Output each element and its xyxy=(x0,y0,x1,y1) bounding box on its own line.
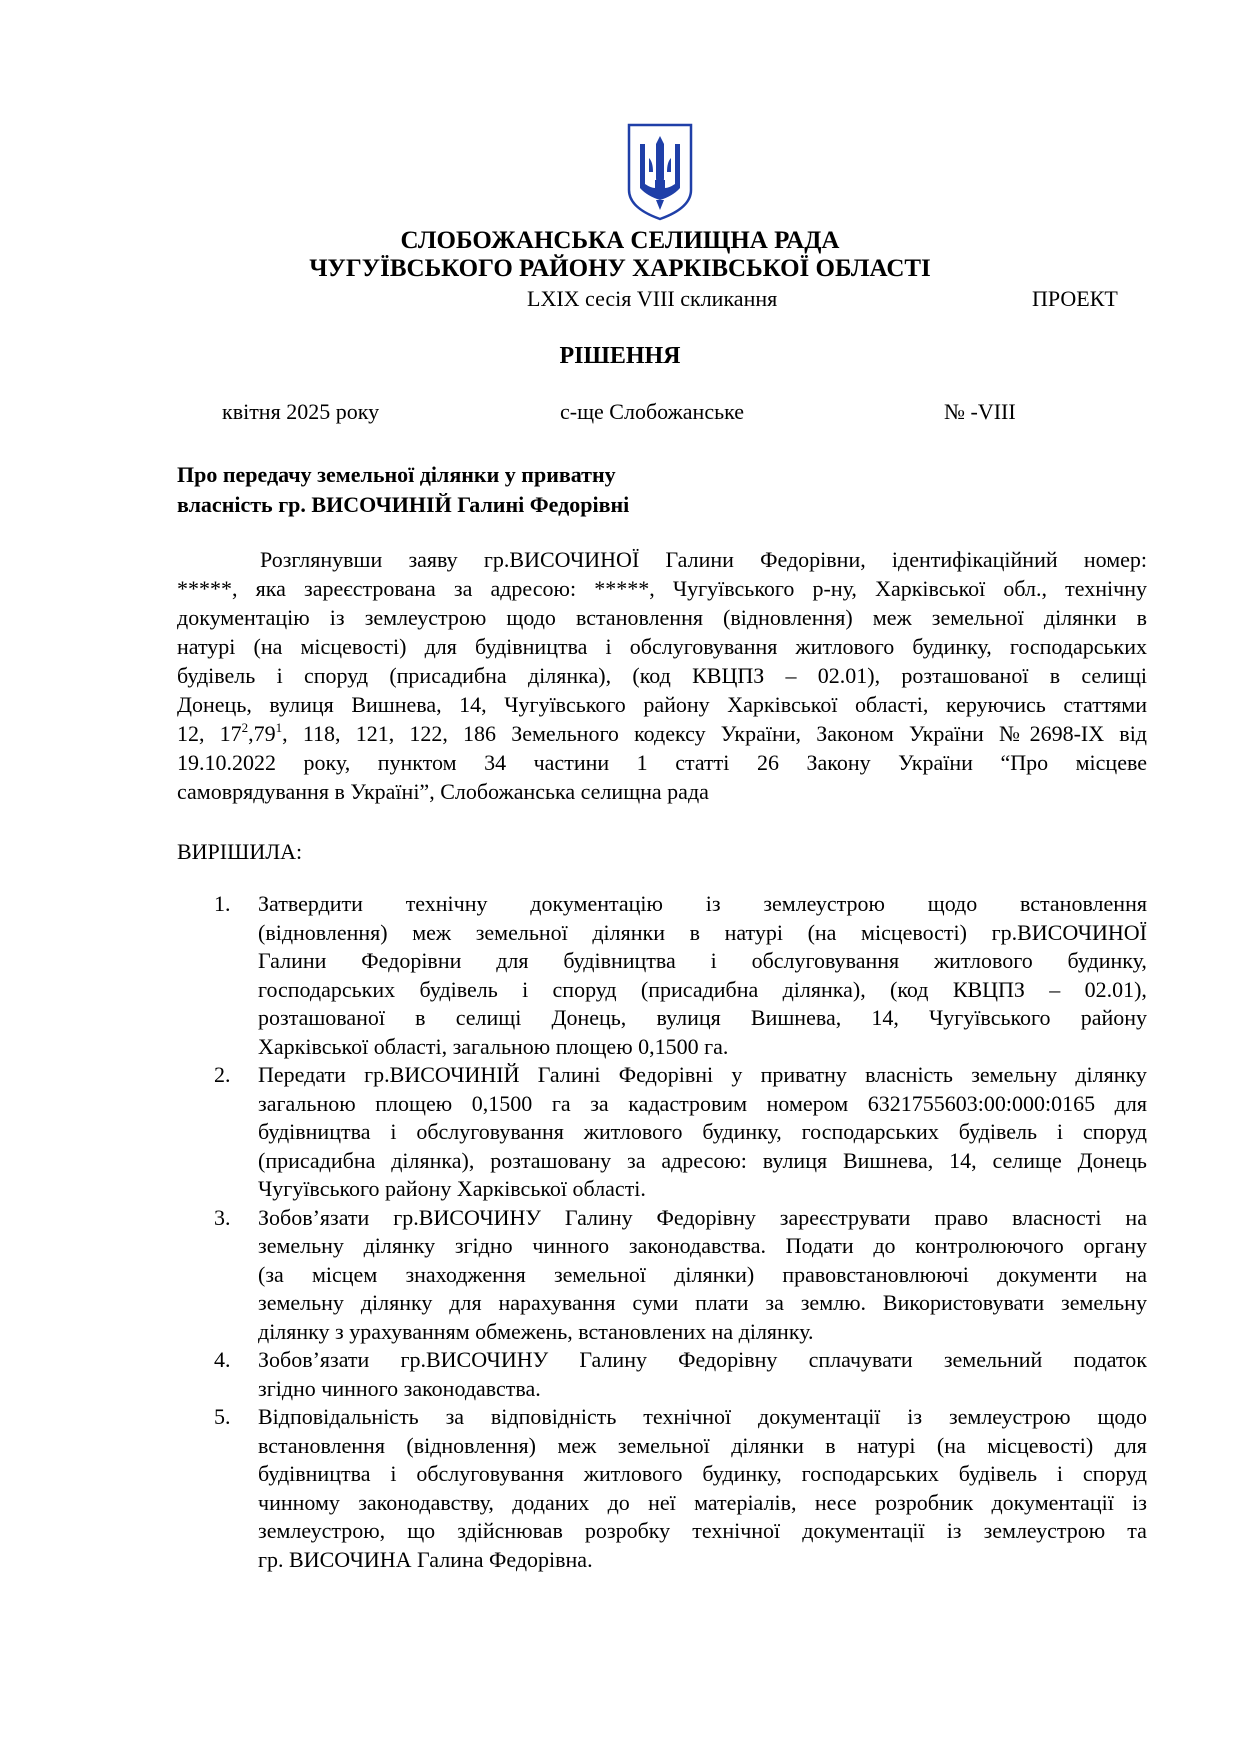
word: землю. xyxy=(800,1290,867,1315)
word: загальною xyxy=(258,1090,356,1116)
word: земельну xyxy=(258,1290,344,1315)
district-name: ЧУГУЇВСЬКОГО РАЙОНУ ХАРКІВСЬКОЇ ОБЛАСТІ xyxy=(309,255,931,282)
word: (за xyxy=(258,1261,284,1287)
word: гр.ВИСОЧИНІЙ xyxy=(364,1062,520,1087)
item-number: 3. xyxy=(214,1204,231,1230)
word: неї xyxy=(648,1489,676,1515)
word: адресою: xyxy=(661,1147,747,1173)
word: за xyxy=(590,1090,609,1116)
preamble-line: документацію із землеустрою щодо встановлення (відновлення) меж земельної ділянки в xyxy=(177,605,1147,630)
word: в xyxy=(689,919,700,945)
decision-subject xyxy=(177,460,629,520)
preamble-line: Розглянувши заяву гр.ВИСОЧИНОЇ Галини Федорівни, ідентифікаційний номер: xyxy=(260,547,1147,572)
item-line: Чугуївського району Харківської області. xyxy=(258,1176,646,1201)
word: розташованої xyxy=(258,1005,386,1030)
decision-date: квітня 2025 року xyxy=(222,399,380,424)
coat-of-arms-icon xyxy=(625,122,695,222)
item-text xyxy=(258,890,1147,1061)
word: із xyxy=(705,891,721,916)
word: Галині xyxy=(537,1062,601,1087)
item-line xyxy=(258,1403,1147,1432)
item-number: 2. xyxy=(214,1062,231,1087)
item-line xyxy=(258,1346,1147,1375)
word: будівель xyxy=(958,1461,1038,1486)
item-line xyxy=(258,1118,1147,1147)
item-text xyxy=(258,1403,1147,1574)
item-text xyxy=(258,1204,1147,1347)
word: 14, xyxy=(871,1005,899,1030)
preamble-line xyxy=(177,719,1147,748)
superscript: 2 xyxy=(241,720,249,735)
decision-item xyxy=(177,890,1147,1061)
word: господарських xyxy=(801,1119,939,1144)
word: обслуговування xyxy=(416,1119,564,1144)
item-line xyxy=(258,1261,1147,1290)
word: здійснював xyxy=(457,1518,563,1543)
word: Федорівні xyxy=(618,1062,714,1087)
word: Галину xyxy=(579,1347,647,1372)
word: Вишнева, xyxy=(750,1005,842,1030)
word: і xyxy=(1056,1119,1064,1144)
preamble-line: будівель і споруд (присадибна ділянка), (код КВЦПЗ – 02.01), розташованої в селищі xyxy=(177,663,1147,688)
word: до xyxy=(873,1233,896,1258)
word: суми xyxy=(632,1290,679,1315)
word: (на xyxy=(807,919,837,945)
word: 02.01), xyxy=(1084,976,1147,1002)
word: знаходження xyxy=(405,1261,526,1287)
word: номером xyxy=(766,1090,849,1116)
word: Федорівну xyxy=(678,1347,778,1372)
word: КВЦПЗ xyxy=(952,976,1025,1002)
decision-title: РІШЕННЯ xyxy=(559,343,681,369)
word: будівництва xyxy=(258,1119,371,1144)
word: і xyxy=(390,1119,397,1144)
word: та xyxy=(1127,1518,1147,1543)
superscript: 1 xyxy=(275,720,283,735)
item-line xyxy=(258,1090,1147,1119)
word: Затвердити xyxy=(258,891,363,916)
word: (відновлення) xyxy=(258,919,388,945)
word: місцевості) xyxy=(861,919,967,945)
preamble-line: 19.10.2022 року, пунктом 34 частини 1 статті 26 Закону України “Про місцеве xyxy=(177,750,1147,775)
word: сплачувати xyxy=(808,1347,913,1372)
item-line xyxy=(258,1061,1147,1090)
word: власності xyxy=(1012,1204,1102,1230)
word: у xyxy=(731,1062,743,1087)
word: розробник xyxy=(875,1489,974,1515)
word: (відновлення) xyxy=(406,1432,537,1458)
word: для xyxy=(1114,1432,1147,1458)
item-line xyxy=(258,1460,1147,1489)
project-label: ПРОЕКТ xyxy=(1032,286,1118,311)
item-line xyxy=(258,1204,1147,1233)
decision-item xyxy=(177,1346,1147,1403)
word: споруд xyxy=(1082,1119,1147,1144)
item-number: 4. xyxy=(214,1347,231,1372)
word: із xyxy=(946,1518,962,1543)
word: правовстановлюючі xyxy=(782,1261,969,1287)
word: в xyxy=(825,1432,836,1458)
word: ділянку xyxy=(360,1290,433,1315)
decision-number: № -VIII xyxy=(944,399,1016,424)
word: га xyxy=(551,1090,571,1116)
word: нарахування xyxy=(498,1290,616,1315)
word: в xyxy=(415,1005,426,1030)
word: приватну xyxy=(760,1062,847,1087)
word: і xyxy=(522,976,529,1002)
word: житлового xyxy=(583,1119,683,1144)
word: житлового xyxy=(933,948,1033,973)
word: ділянка), xyxy=(782,976,866,1002)
word: Галини xyxy=(258,948,327,973)
word: натурі xyxy=(857,1432,916,1458)
word: господарських xyxy=(801,1461,939,1486)
word: згідно xyxy=(454,1233,513,1258)
word: місцевості) xyxy=(987,1432,1094,1458)
decision-item xyxy=(177,1204,1147,1347)
word: (на xyxy=(936,1432,966,1458)
word: на xyxy=(1125,1261,1147,1287)
word: розташовану xyxy=(490,1147,612,1173)
word: селище xyxy=(992,1147,1062,1173)
decision-item xyxy=(177,1061,1147,1204)
word: ділянку xyxy=(363,1233,436,1258)
item-number: 1. xyxy=(214,891,231,916)
word: документації xyxy=(802,1518,925,1543)
word: району xyxy=(1080,1005,1147,1030)
word: для xyxy=(449,1290,482,1315)
word: землеустрою xyxy=(948,1404,1071,1429)
word: доданих xyxy=(512,1489,590,1515)
word: 6321755603:00:000:0165 xyxy=(867,1090,1096,1116)
word: селищі xyxy=(455,1005,522,1030)
item-line xyxy=(258,1517,1147,1546)
item-line xyxy=(258,1289,1147,1318)
item-line xyxy=(258,947,1147,976)
subject-line: власність гр. ВИСОЧИНІЙ Галині Федорівні xyxy=(177,492,630,517)
word: плати xyxy=(695,1290,749,1315)
word: споруд xyxy=(1082,1461,1147,1486)
item-line xyxy=(258,1432,1147,1461)
word: вулиця xyxy=(762,1147,828,1173)
word: (присадибна xyxy=(258,1147,376,1173)
item-text xyxy=(258,1346,1147,1403)
preamble-text: 12, 17 xyxy=(177,721,242,746)
word: ділянки xyxy=(731,1432,804,1458)
word: органу xyxy=(1083,1233,1147,1258)
word: земельної xyxy=(475,919,568,945)
preamble-text: ,79 xyxy=(248,721,276,746)
word: документацію xyxy=(530,891,663,916)
item-line xyxy=(258,1004,1147,1033)
word: будівництва xyxy=(563,948,676,973)
word: Відповідальність xyxy=(258,1404,419,1429)
word: місцем xyxy=(311,1261,378,1287)
item-number: 5. xyxy=(214,1404,231,1429)
word: ділянки xyxy=(592,919,665,945)
word: гр.ВИСОЧИНОЇ xyxy=(991,919,1147,945)
word: технічної xyxy=(643,1404,732,1429)
word: що xyxy=(407,1518,436,1543)
word: контролюючого xyxy=(915,1233,1064,1258)
decision-place: с-ще Слобожанське xyxy=(560,399,745,424)
word: і xyxy=(390,1461,397,1486)
word: натурі xyxy=(724,919,783,945)
word: будинку, xyxy=(1067,948,1147,973)
word: ділянки) xyxy=(674,1261,755,1287)
word: і xyxy=(710,948,717,973)
word: встановлення xyxy=(1020,891,1147,916)
word: будівництва xyxy=(258,1461,371,1486)
word: відповідність xyxy=(490,1404,617,1429)
item-line xyxy=(258,976,1147,1005)
word: Зобов’язати xyxy=(258,1347,370,1372)
word: Федорівни xyxy=(361,948,462,973)
word: меж xyxy=(412,919,452,945)
word: за xyxy=(445,1404,465,1429)
word: будинку, xyxy=(702,1119,782,1144)
word: Донець xyxy=(1077,1147,1147,1173)
word: технічної xyxy=(692,1518,781,1543)
word: із xyxy=(907,1404,923,1429)
word: обслуговування xyxy=(416,1461,564,1486)
word: власність xyxy=(865,1062,953,1087)
item-line xyxy=(258,1147,1147,1176)
word: – xyxy=(1049,976,1061,1002)
word: гр.ВИСОЧИНУ xyxy=(400,1347,549,1372)
subject-line: Про передачу земельної ділянки у приватну xyxy=(177,462,616,487)
word: законодавству, xyxy=(358,1489,494,1515)
word: Передати xyxy=(258,1062,346,1087)
council-name: СЛОБОЖАНСЬКА СЕЛИЩНА РАДА xyxy=(400,227,840,254)
word: вулиця xyxy=(656,1005,721,1030)
word: Чугуївського xyxy=(929,1005,1051,1030)
item-line: ділянку з урахуванням обмежень, встановлених на ділянку. xyxy=(258,1318,814,1344)
word: (присадибна xyxy=(640,976,759,1002)
preamble-line: самоврядування в Україні”, Слобожанська селищна рада xyxy=(177,779,709,804)
item-line xyxy=(258,919,1147,948)
word: встановлення xyxy=(258,1432,385,1458)
item-line: Харківської області, загальною площею 0,1500 га. xyxy=(258,1033,729,1059)
word: за xyxy=(627,1147,646,1173)
word: земельної xyxy=(553,1261,646,1287)
item-line xyxy=(258,1232,1147,1261)
word: щодо xyxy=(927,891,978,916)
decision-item xyxy=(177,1403,1147,1574)
item-text xyxy=(258,1061,1147,1204)
word: 14, xyxy=(949,1147,977,1173)
word: і xyxy=(1056,1461,1064,1486)
word: для xyxy=(1114,1090,1147,1116)
word: гр.ВИСОЧИНУ xyxy=(393,1204,541,1230)
word: землеустрою xyxy=(983,1518,1106,1543)
preamble-line: Донець, вулиця Вишнева, 14, Чугуївського району Харківської області, керуючись статтями xyxy=(177,692,1147,717)
word: на xyxy=(1125,1204,1147,1230)
word: земельну xyxy=(1061,1290,1147,1315)
word: ділянку xyxy=(1075,1062,1147,1087)
word: Вишнева, xyxy=(842,1147,934,1173)
word: житлового xyxy=(583,1461,683,1486)
word: Подати xyxy=(785,1233,854,1258)
word: Донець, xyxy=(551,1005,627,1030)
item-line xyxy=(258,1489,1147,1518)
preamble xyxy=(177,545,1147,806)
word: для xyxy=(496,948,529,973)
word: землеустрою xyxy=(763,891,885,916)
word: 0,1500 xyxy=(471,1090,533,1116)
word: документації xyxy=(758,1404,881,1429)
word: споруд xyxy=(552,976,617,1002)
word: чинного xyxy=(532,1233,610,1258)
word: обслуговування xyxy=(751,948,900,973)
word: розробку xyxy=(584,1518,671,1543)
word: земельну xyxy=(258,1233,344,1258)
word: документації xyxy=(991,1489,1114,1515)
word: щодо xyxy=(1097,1404,1147,1429)
word: землеустрою, xyxy=(258,1518,386,1543)
item-line: згідно чинного законодавства. xyxy=(258,1375,541,1401)
word: технічну xyxy=(405,891,488,916)
word: кадастровим xyxy=(628,1090,748,1116)
word: земельної xyxy=(617,1432,710,1458)
preamble-line: *****, яка зареєстрована за адресою: *****, Чугуївського р-ну, Харківської обл., технічну xyxy=(177,576,1147,601)
word: Галину xyxy=(564,1204,633,1230)
word: земельну xyxy=(971,1062,1058,1087)
item-line xyxy=(258,890,1147,919)
word: документи xyxy=(997,1261,1098,1287)
decision-items xyxy=(177,890,1147,1574)
word: будівель xyxy=(958,1119,1038,1144)
session-label: LXIX сесія VIII скликання xyxy=(527,286,778,311)
word: несе xyxy=(814,1489,857,1515)
word: матеріалів, xyxy=(694,1489,797,1515)
word: Використовувати xyxy=(882,1290,1045,1315)
word: право xyxy=(934,1204,989,1230)
word: Федорівну xyxy=(656,1204,756,1230)
resolved-label: ВИРІШИЛА: xyxy=(177,839,303,864)
word: меж xyxy=(557,1432,597,1458)
word: Зобов’язати xyxy=(258,1204,370,1230)
word: земельний xyxy=(943,1347,1043,1372)
word: до xyxy=(607,1489,630,1515)
word: площею xyxy=(375,1090,453,1116)
word: податок xyxy=(1073,1347,1147,1372)
word: (код xyxy=(890,976,929,1002)
word: законодавства. xyxy=(628,1233,766,1258)
preamble-text: , 118, 121, 122, 186 Земельного кодексу України, Законом України №2698-IX від xyxy=(282,721,1148,746)
word: будинку, xyxy=(702,1461,782,1486)
word: зареєструвати xyxy=(779,1204,911,1230)
word: із xyxy=(1132,1489,1147,1515)
word: будівель xyxy=(419,976,498,1002)
word: за xyxy=(765,1290,784,1315)
word: чинному xyxy=(258,1489,340,1515)
word: господарських xyxy=(258,976,396,1002)
word: ділянка), xyxy=(391,1147,475,1173)
preamble-line: натурі (на місцевості) для будівництва і обслуговування житлового будинку, господарських xyxy=(177,634,1147,659)
item-line: гр. ВИСОЧИНА Галина Федорівна. xyxy=(258,1546,593,1572)
